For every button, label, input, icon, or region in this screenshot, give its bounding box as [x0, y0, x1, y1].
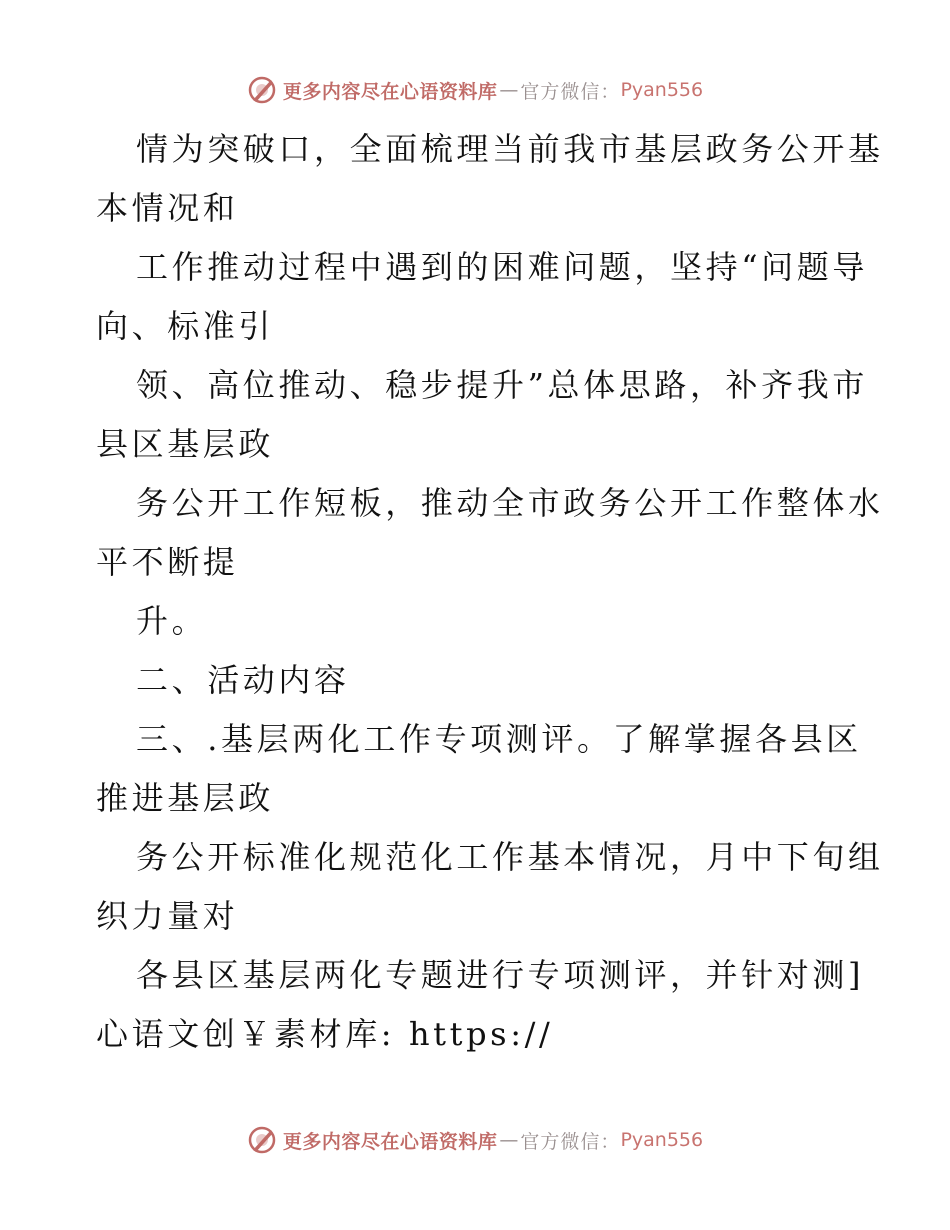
text-line: 心语文创￥素材库: https:// [96, 1015, 554, 1053]
watermark-wechat-id: Pyan556 [620, 1129, 704, 1151]
watermark-wechat-label: 官方微信： [520, 80, 621, 103]
text-line: 向、标准引 [96, 307, 275, 345]
watermark-wechat-label: 官方微信： [520, 1130, 621, 1153]
text-line: 推进基层政 [96, 779, 275, 817]
text-line: 二、活动内容 [136, 661, 350, 699]
text-line: 情为突破口，全面梳理当前我市基层政务公开基 [136, 130, 884, 168]
text-line: 县区基层政 [96, 425, 275, 463]
text-line: 织力量对 [96, 897, 239, 935]
quill-seal-icon [247, 75, 277, 105]
watermark-wechat-id: Pyan556 [620, 79, 704, 101]
text-line: 本情况和 [96, 189, 239, 227]
watermark-separator: — [499, 79, 519, 101]
watermark-brand: 更多内容尽在心语资料库 [282, 80, 498, 103]
quill-seal-icon [247, 1125, 277, 1155]
footer-watermark [0, 1120, 950, 1160]
text-line: 平不断提 [96, 543, 239, 581]
text-line: 务公开工作短板，推动全市政务公开工作整体水 [136, 484, 884, 522]
watermark-brand: 更多内容尽在心语资料库 [282, 1130, 498, 1153]
text-line: 务公开标准化规范化工作基本情况，月中下旬组 [136, 838, 884, 876]
header-watermark [0, 70, 950, 110]
document-body [96, 120, 884, 1064]
text-line: 升。 [136, 602, 208, 640]
text-line: 三、.基层两化工作专项测评。了解掌握各县区 [136, 720, 862, 758]
watermark-separator: — [499, 1129, 519, 1151]
text-line: 领、高位推动、稳步提升”总体思路，补齐我市 [136, 366, 868, 404]
text-line: 工作推动过程中遇到的困难问题，坚持“问题导 [136, 248, 868, 286]
text-line: 各县区基层两化专题进行专项测评，并针对测] [136, 956, 865, 994]
